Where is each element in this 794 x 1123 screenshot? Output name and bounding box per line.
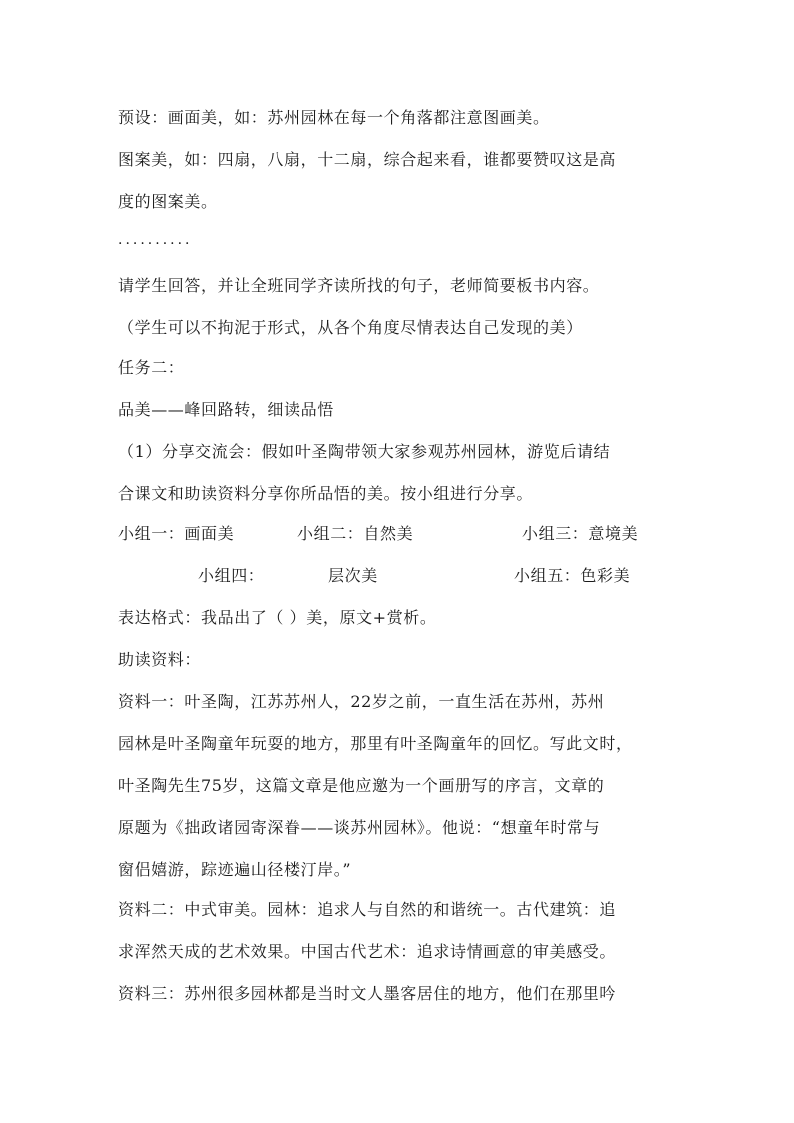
text-line-pattern-cont: 度的图案美。	[118, 192, 218, 211]
material-two-line-2: 求浑然天成的艺术效果。中国古代艺术：追求诗情画意的审美感受。	[118, 942, 617, 961]
group-three: 小组三：意境美	[522, 524, 639, 543]
group-row-2	[0, 566, 794, 586]
task-heading: 任务二：	[118, 358, 185, 377]
text-line-preset: 预设：画面美，如：苏州园林在每一个角落都注意图画美。	[118, 108, 550, 127]
text-line-note: （学生可以不拘泥于形式，从各个角度尽情表达自己发现的美）	[118, 318, 583, 337]
text-line-answer: 请学生回答，并让全班同学齐读所找的句子，老师简要板书内容。	[118, 276, 600, 295]
ellipsis-dots: ··········	[118, 236, 193, 252]
group-four-label: 小组四：	[198, 566, 265, 585]
material-one-line-1: 资料一：叶圣陶，江苏苏州人，22岁之前，一直生活在苏州，苏州	[118, 692, 605, 711]
text-line-share-cont: 合课文和助读资料分享你所品悟的美。按小组进行分享。	[118, 484, 534, 503]
text-line-format: 表达格式：我品出了（ ）美，原文+赏析。	[118, 608, 437, 627]
text-line-pattern: 图案美，如：四扇，八扇，十二扇，综合起来看，谁都要赞叹这是高	[118, 150, 617, 169]
text-line-share: （1）分享交流会：假如叶圣陶带领大家参观苏州园林，游览后请结	[118, 442, 611, 461]
reading-materials-heading: 助读资料：	[118, 650, 202, 669]
material-one-line-3: 叶圣陶先生75岁，这篇文章是他应邀为一个画册写的序言，文章的	[118, 776, 605, 795]
material-one-line-5: 窗侣嬉游，踪迹遍山径楼汀岸。”	[118, 860, 352, 879]
group-row-1	[0, 524, 794, 544]
group-four-value: 层次美	[328, 566, 378, 585]
group-five: 小组五：色彩美	[514, 566, 631, 585]
group-one: 小组一：画面美	[118, 524, 235, 543]
material-one-line-2: 园林是叶圣陶童年玩耍的地方，那里有叶圣陶童年的回忆。写此文时，	[118, 734, 633, 753]
material-one-line-4: 原题为《拙政诸园寄深眷——谈苏州园林》。他说：“想童年时常与	[118, 818, 601, 837]
material-three-line-1: 资料三：苏州很多园林都是当时文人墨客居住的地方，他们在那里吟	[118, 984, 617, 1003]
material-two-line-1: 资料二：中式审美。园林：追求人与自然的和谐统一。古代建筑：追	[118, 900, 617, 919]
group-two: 小组二：自然美	[297, 524, 414, 543]
section-heading: 品美——峰回路转，细读品悟	[118, 400, 334, 419]
